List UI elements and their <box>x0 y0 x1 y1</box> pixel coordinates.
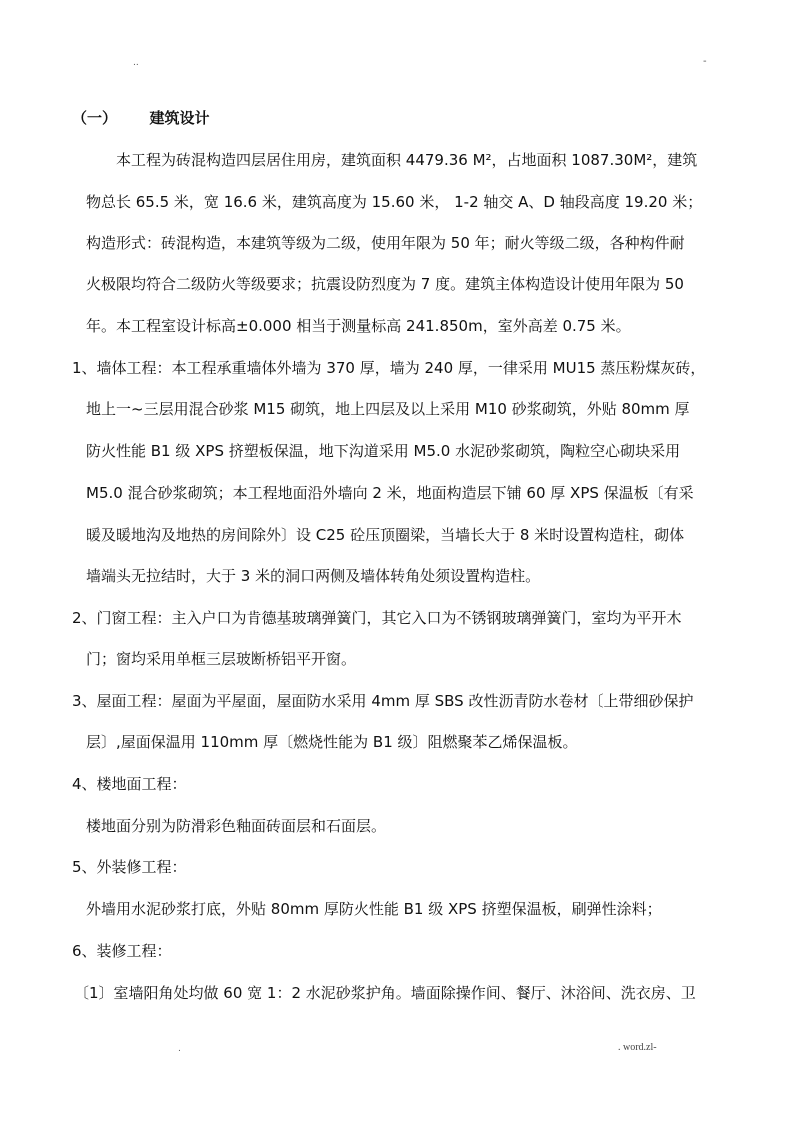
paragraph-line: M5.0 混合砂浆砌筑；本工程地面沿外墙向 2 米，地面构造层下铺 60 厚 XPS 保温板〔有采 <box>86 484 694 502</box>
paragraph-line: 防火性能 B1 级 XPS 挤塑板保温，地下沟道采用 M5.0 水泥砂浆砌筑，陶粒空心砌块采用 <box>86 442 681 460</box>
paragraph-line: 年。本工程室设计标高±0.000 相当于测量标高 241.850m，室外高差 0.75 米。 <box>86 317 631 335</box>
footer-left-mark: . <box>178 1044 181 1054</box>
list-item-floors: 4、楼地面工程： <box>72 775 187 793</box>
paragraph-line: 门；窗均采用单框三层玻断桥铝平开窗。 <box>86 650 357 668</box>
list-item-doors-windows: 2、门窗工程：主入户口为肯德基玻璃弹簧门，其它入口为不锈钢玻璃弹簧门，室均为平开木 <box>72 609 682 627</box>
section-heading <box>72 107 210 129</box>
paragraph-line: 〔1〕室墙阳角处均做 60 宽 1：2 水泥砂浆护角。墙面除操作间、餐厅、沐浴间、洗衣房、卫 <box>74 984 696 1002</box>
paragraph-line: 地上一~三层用混合砂浆 M15 砌筑，地上四层及以上采用 M10 砂浆砌筑，外贴 80mm 厚 <box>86 400 690 418</box>
header-left-mark: .. <box>133 58 139 68</box>
paragraph-line: 墙端头无拉结时，大于 3 米的洞口两侧及墙体转角处须设置构造柱。 <box>86 567 541 585</box>
section-number: （一） <box>72 109 118 127</box>
paragraph-line: 本工程为砖混构造四层居住用房，建筑面积 4479.36 M²，占地面积 1087.30M²，建筑 <box>116 151 698 169</box>
list-item-decoration: 6、装修工程： <box>72 942 172 960</box>
paragraph-line: 火极限均符合二级防火等级要求；抗震设防烈度为 7 度。建筑主体构造设计使用年限为 50 <box>86 275 684 293</box>
header-right-mark: - <box>703 56 707 67</box>
section-title: 建筑设计 <box>149 109 210 127</box>
paragraph-line: 暖及暖地沟及地热的房间除外〕设 C25 砼压顶圈梁，当墙长大于 8 米时设置构造柱，砌体 <box>86 526 685 544</box>
paragraph-line: 物总长 65.5 米，宽 16.6 米，建筑高度为 15.60 米， 1-2 轴交 A、D 轴段高度 19.20 米； <box>86 193 703 211</box>
list-item-exterior: 5、外装修工程： <box>72 858 187 876</box>
footer-right-text: . word.zl- <box>618 1042 657 1053</box>
paragraph-line: 层〕,屋面保温用 110mm 厚〔燃烧性能为 B1 级〕阻燃聚苯乙烯保温板。 <box>86 733 578 751</box>
paragraph-line: 外墙用水泥砂浆打底，外贴 80mm 厚防火性能 B1 级 XPS 挤塑保温板，刷弹性涂料； <box>86 900 662 918</box>
list-item-roof: 3、屋面工程：屋面为平屋面，屋面防水采用 4mm 厚 SBS 改性沥青防水卷材〔上带细砂保护 <box>72 692 694 710</box>
list-item-walls: 1、墙体工程：本工程承重墙体外墙为 370 厚，墙为 240 厚，一律采用 MU15 蒸压粉煤灰砖， <box>72 359 706 377</box>
paragraph-line: 楼地面分别为防滑彩色釉面砖面层和石面层。 <box>86 817 387 835</box>
paragraph-line: 构造形式：砖混构造，本建筑等级为二级，使用年限为 50 年；耐火等级二级，各种构件耐 <box>86 234 685 252</box>
